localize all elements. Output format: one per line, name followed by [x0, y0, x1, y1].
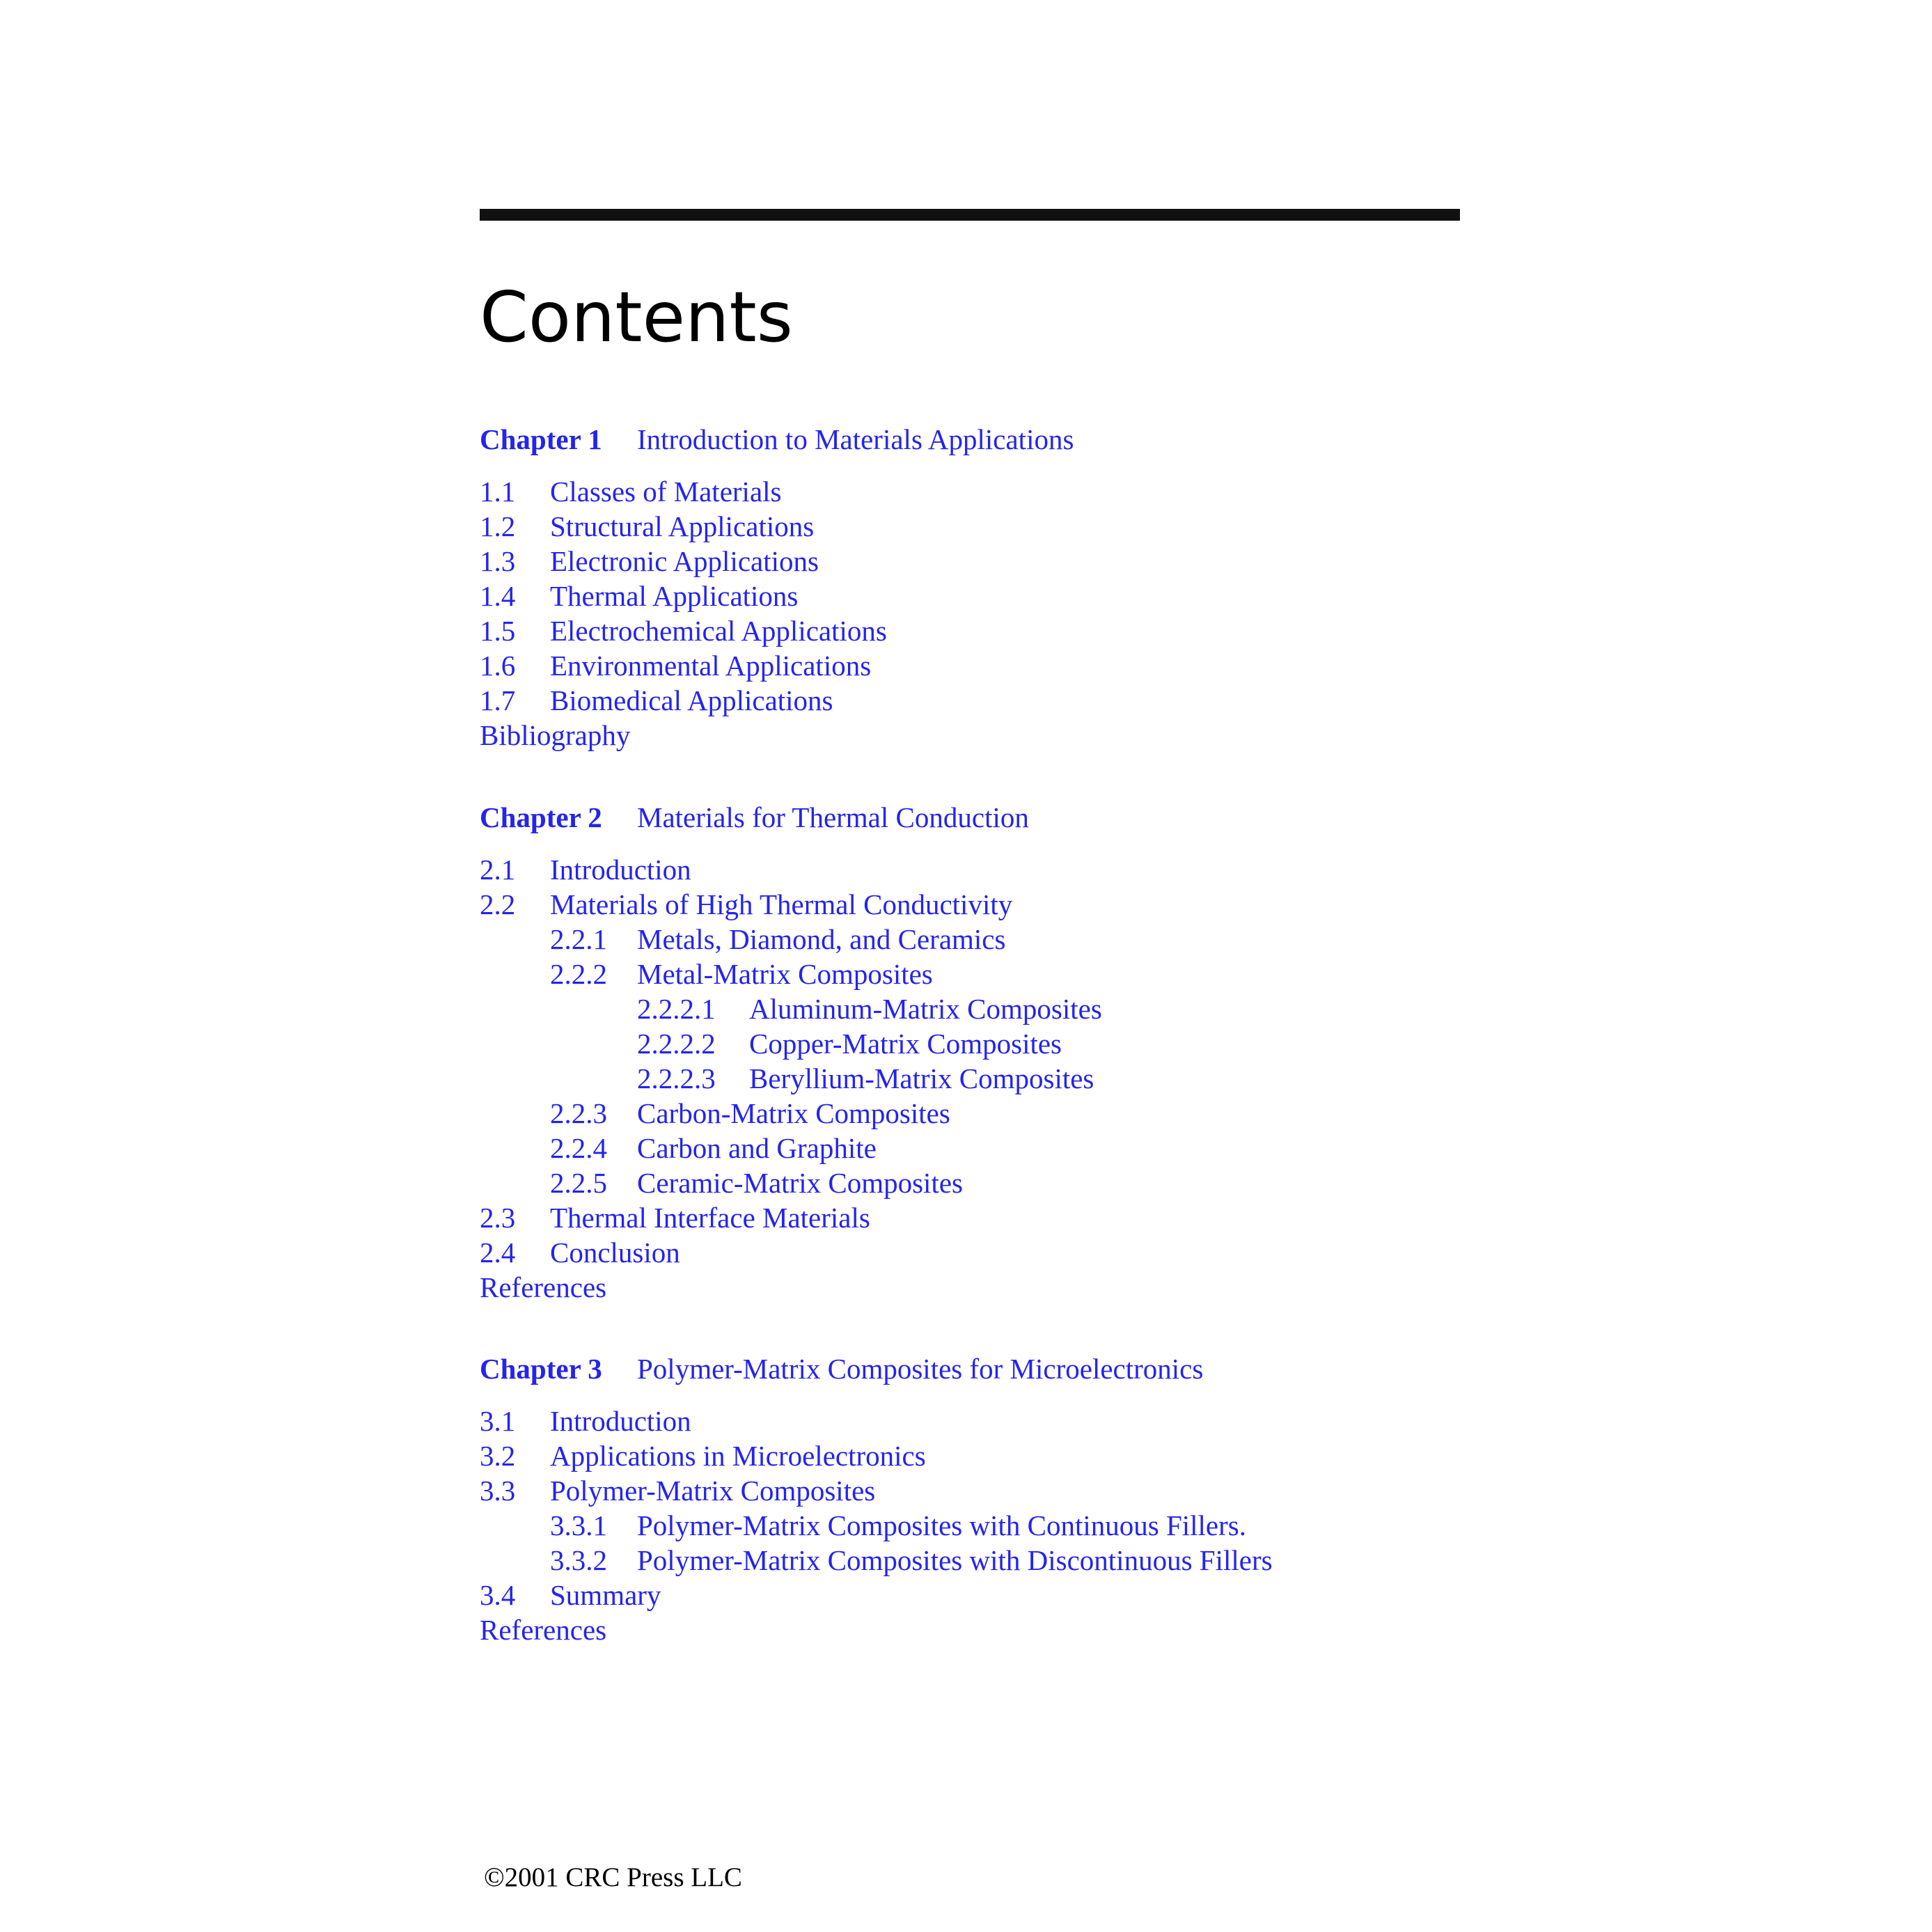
toc-entry-number: 2.2.2.3 [637, 1062, 716, 1094]
toc-entry-number: 3.3.1 [550, 1509, 607, 1541]
toc-entry-label: Introduction to Materials Applications [637, 423, 1074, 455]
copyright-notice: ©2001 CRC Press LLC [484, 1862, 742, 1892]
toc-entry-label: Metals, Diamond, and Ceramics [637, 923, 1006, 955]
toc-entry-label: References [480, 1614, 607, 1646]
table-of-contents [480, 0, 1594, 1932]
toc-entry-label: Carbon and Graphite [637, 1132, 877, 1164]
toc-entry-label: Introduction [550, 1405, 691, 1437]
toc-entry-number: 1.1 [480, 476, 516, 508]
toc-entry-label: Thermal Interface Materials [550, 1202, 870, 1234]
toc-entry-number: 1.7 [480, 684, 516, 716]
toc-entry-label: References [480, 1271, 607, 1303]
toc-entry-label: Polymer-Matrix Composites with Discontinuous Fillers [637, 1544, 1273, 1576]
toc-entry-number: 3.3 [480, 1475, 516, 1507]
toc-entry-number: 2.2.2.1 [637, 993, 716, 1025]
toc-entry-number: 3.2 [480, 1440, 516, 1472]
toc-entry-number: 2.2.5 [550, 1167, 607, 1199]
toc-entry-label: Summary [550, 1579, 661, 1611]
toc-entry-number: Chapter 2 [480, 801, 602, 833]
toc-entry-number: 1.5 [480, 615, 516, 647]
toc-entry-label: Beryllium-Matrix Composites [749, 1062, 1094, 1094]
toc-entry-label: Polymer-Matrix Composites [550, 1475, 876, 1507]
toc-entry-label: Conclusion [550, 1236, 680, 1269]
page-title: Contents [480, 276, 793, 358]
toc-entry-number: 1.4 [480, 580, 516, 612]
toc-entry-label: Applications in Microelectronics [550, 1440, 926, 1472]
toc-entry-number: 2.2 [480, 888, 516, 920]
toc-entry-label: Electrochemical Applications [550, 615, 887, 647]
toc-entry-number: 3.3.2 [550, 1544, 607, 1576]
toc-entry-number: 2.2.2 [550, 958, 607, 990]
toc-entry-number: 3.1 [480, 1405, 516, 1437]
toc-entry-number: 2.2.2.2 [637, 1028, 716, 1060]
toc-entry-label: Carbon-Matrix Composites [637, 1097, 950, 1129]
toc-entry-label: Polymer-Matrix Composites for Microelectronics [637, 1353, 1204, 1385]
toc-entry-label: Thermal Applications [550, 580, 799, 612]
toc-entry-label: Structural Applications [550, 510, 815, 542]
toc-entry-number: 2.2.1 [550, 923, 607, 955]
toc-entry-number: 2.2.3 [550, 1097, 607, 1129]
toc-entry-label: Metal-Matrix Composites [637, 958, 933, 990]
toc-entry-number: 1.2 [480, 510, 516, 542]
toc-entry-number: Chapter 1 [480, 423, 602, 455]
toc-entry-number: Chapter 3 [480, 1353, 602, 1385]
toc-entry-label: Materials for Thermal Conduction [637, 801, 1029, 833]
toc-entry-number: 2.2.4 [550, 1132, 607, 1164]
toc-entry-label: Aluminum-Matrix Composites [749, 993, 1102, 1025]
toc-entry-label: Classes of Materials [550, 476, 782, 508]
toc-entry-label: Environmental Applications [550, 650, 872, 682]
toc-entry-label: Ceramic-Matrix Composites [637, 1167, 963, 1199]
toc-entry-label: Polymer-Matrix Composites with Continuous Fillers. [637, 1509, 1246, 1541]
toc-entry-label: Bibliography [480, 719, 631, 751]
toc-entry-number: 2.3 [480, 1202, 516, 1234]
toc-entry-label: Electronic Applications [550, 545, 819, 577]
toc-entry-label: Copper-Matrix Composites [749, 1028, 1062, 1060]
toc-entry-number: 3.4 [480, 1579, 516, 1611]
toc-entry-label: Biomedical Applications [550, 684, 833, 716]
toc-entry-number: 1.3 [480, 545, 516, 577]
toc-entry-label: Materials of High Thermal Conductivity [550, 888, 1013, 920]
toc-entry-number: 2.4 [480, 1236, 516, 1269]
toc-entry-number: 1.6 [480, 650, 516, 682]
toc-entry-number: 2.1 [480, 854, 516, 886]
toc-entry-label: Introduction [550, 854, 691, 886]
